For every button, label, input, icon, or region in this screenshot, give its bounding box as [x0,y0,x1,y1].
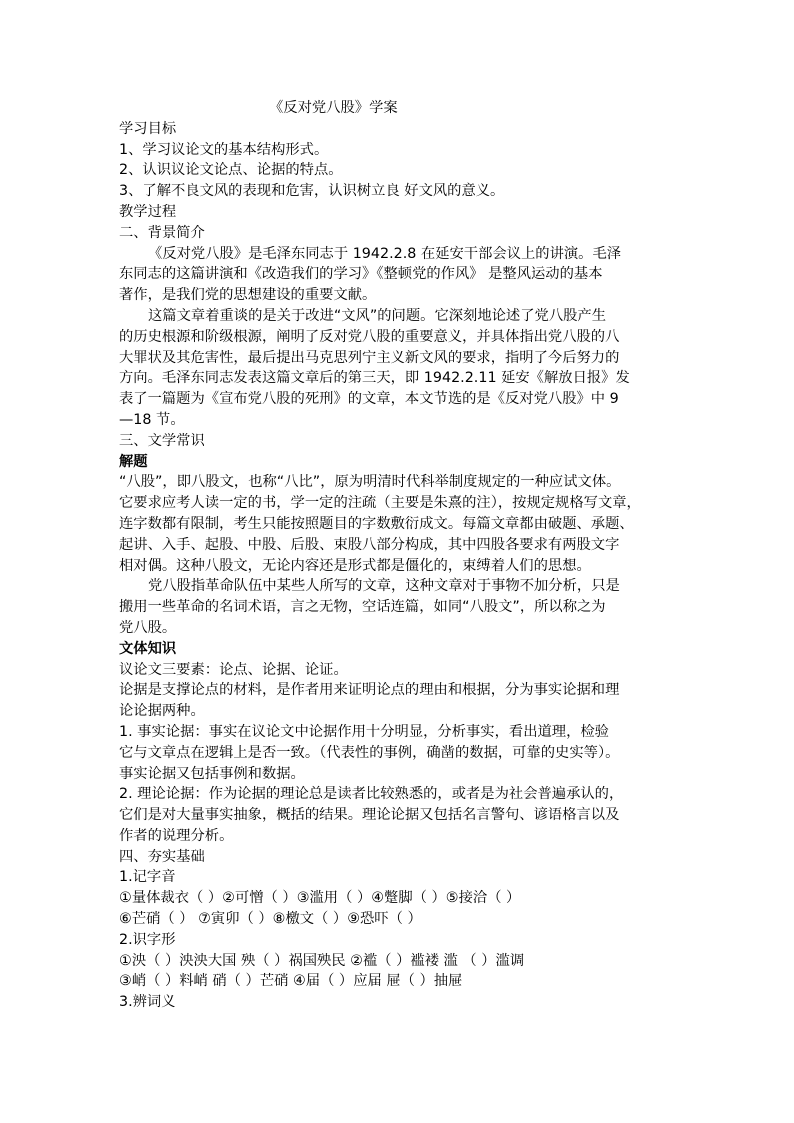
background-paragraph-line: 著作，是我们党的思想建设的重要文献。 [119,287,377,304]
genre-line: 论论据两种。 [119,703,205,720]
character-form-exercise-line: ①泱（ ）泱泱大国 殃（ ）祸国殃民 ②褴（ ）褴褛 滥 （ ）滥调 [119,952,525,969]
party-paragraph-line: 党八股。 [119,619,177,636]
background-paragraph-line: 的历史根源和阶级根源，阐明了反对党八股的重要意义，并具体指出党八股的八 [119,328,620,345]
document-page [119,98,679,1013]
genre-line: 2. 理论论据：作为论据的理论总是读者比较熟悉的，或者是为社会普遍承认的， [119,786,624,803]
background-paragraph-line: 《反对党八股》是毛泽东同志于 1942.2.8 在延安干部会议上的讲演。毛泽 [148,245,622,262]
party-paragraph-line: 党八股指革命队伍中某些人所写的文章，这种文章对于事物不加分析，只是 [148,578,620,595]
pronunciation-exercise-line: ⑥芒硝（ ） ⑦寅卯（ ）⑧檄文（ ）⑨恐吓（ ） [119,911,422,928]
basics-heading: 四、夯实基础 [119,848,205,865]
party-paragraph-line: 搬用一些革命的名词术语，言之无物，空话连篇，如同“八股文”，所以称之为 [119,599,606,616]
pronunciation-exercise-line: ①量体裁衣（ ）②可憎（ ）③滥用（ ）④蹩脚（ ）⑤接洽（ ） [119,890,521,907]
explain-paragraph-line: 它要求应考人读一定的书，学一定的注疏（主要是朱熹的注），按规定规格写文章， [119,495,641,512]
page-title: 《反对党八股》学案 [269,100,398,116]
objective-item: 2、认识议论文论点、论据的特点。 [119,162,343,179]
explain-paragraph-line: 起讲、入手、起股、中股、后股、束股八部分构成，其中四股各要求有两股文字 [119,536,620,553]
background-heading: 二、背景简介 [119,224,205,241]
genre-heading: 文体知识 [119,640,177,657]
explain-paragraph-line: 连字数都有限制，考生只能按照题目的字数敷衍成文。每篇文章都由破题、承题、 [119,515,634,532]
genre-line: 事实论据又包括事例和数据。 [119,765,305,782]
explain-paragraph-line: 相对偶。这种八股文，无论内容还是形式都是僵化的，束缚着人们的思想。 [119,557,591,574]
process-heading: 教学过程 [119,203,177,220]
background-paragraph-line: 大罪状及其危害性，最后提出马克思列宁主义新文风的要求，指明了今后努力的 [119,349,620,366]
genre-line: 论据是支撑论点的材料，是作者用来证明论点的理由和根据，分为事实论据和理 [119,682,620,699]
objectives-heading: 学习目标 [119,120,177,137]
character-form-exercise-line: ③峭（ ）料峭 硝（ ）芒硝 ④届（ ）应届 屉（ ）抽屉 [119,973,463,990]
explain-heading: 解题 [119,453,148,470]
objective-item: 3、了解不良文风的表现和危害，认识树立良 好文风的意义。 [119,183,505,200]
literature-heading: 三、文学常识 [119,432,205,449]
word-meaning-heading: 3.辨词义 [119,994,176,1011]
background-paragraph-line: 东同志的这篇讲演和《改造我们的学习》《整顿党的作风》 是整风运动的基本 [119,266,603,283]
explain-paragraph-line: “八股”，即八股文，也称“八比”，原为明清时代科举制度规定的一种应试文体。 [119,474,621,491]
background-paragraph-line: 方向。毛泽东同志发表这篇文章后的第三天，即 1942.2.11 延安《解放日报》发 [119,370,630,387]
background-paragraph-line: 这篇文章着重谈的是关于改进“文风”的问题。它深刻地论述了党八股产生 [148,307,607,324]
background-paragraph-line: 表了一篇题为《宣布党八股的死刑》的文章，本文节选的是《反对党八股》中 9 [119,391,619,408]
objective-item: 1、学习议论文的基本结构形式。 [119,141,329,158]
background-paragraph-line: —18 节。 [119,411,185,428]
genre-line: 1. 事实论据：事实在议论文中论据作用十分明显，分析事实，看出道理，检验 [119,723,609,740]
pronunciation-heading: 1.记字音 [119,869,176,886]
genre-line: 作者的说理分析。 [119,827,234,844]
genre-line: 它们是对大量事实抽象，概括的结果。理论论据又包括名言警句、谚语格言以及 [119,807,620,824]
genre-line: 它与文章点在逻辑上是否一致。（代表性的事例，确凿的数据，可靠的史实等）。 [119,744,620,761]
character-form-heading: 2.识字形 [119,931,176,948]
genre-line: 议论文三要素：论点、论据、论证。 [119,661,348,678]
